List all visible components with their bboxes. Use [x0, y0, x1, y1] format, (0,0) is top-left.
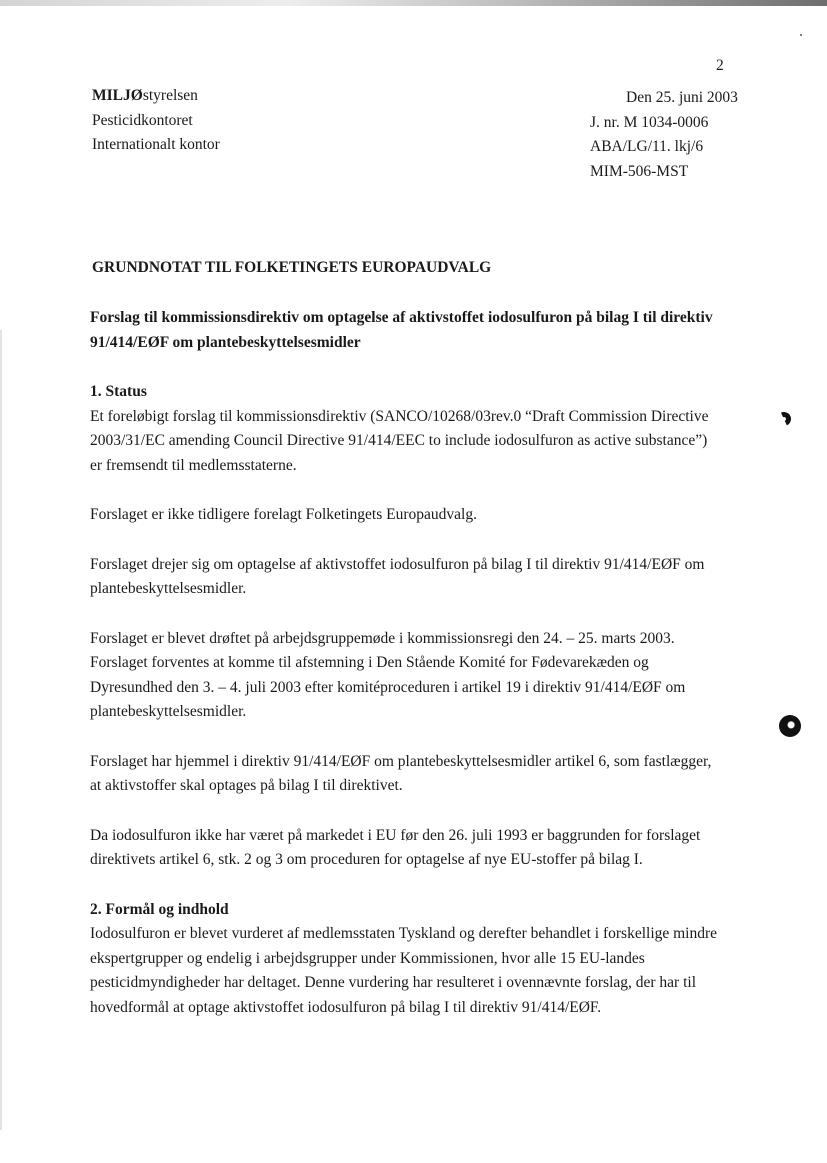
document-meta [590, 86, 738, 184]
paragraph: Da iodosulfuron ikke har været på markedet i EU før den 26. juli 1993 er baggrunden for forslaget direktivets artikel 6, stk. 2 og 3 om proceduren for optagelse af nye EU-stoffer på bilag I. [90, 826, 701, 868]
document-heading: GRUNDNOTAT TIL FOLKETINGETS EUROPAUDVALG [92, 259, 492, 276]
sender-office-1: Pesticidkontoret [92, 111, 193, 129]
journal-number: J. nr. M 1034-0006 [590, 113, 709, 131]
punch-hole-mark [775, 410, 793, 428]
paragraph: Forslaget har hjemmel i direktiv 91/414/EØF om plantebeskyttelsesmidler artikel 6, som fastlægger, at aktivstoffer skal optages på bilag I til direktivet. [90, 752, 712, 794]
sender-block [92, 84, 220, 158]
punch-hole-mark [779, 715, 801, 737]
document-code: MIM-506-MST [590, 162, 689, 180]
scan-edge-top [0, 0, 827, 6]
paragraph: Forslaget er blevet drøftet på arbejdsgruppemøde i kommissionsregi den 24. – 25. marts 2003. [90, 629, 675, 647]
sender-office-2: Internationalt kontor [92, 136, 220, 153]
paragraph: Forslaget forventes at komme til afstemning i Den Stående Komité for Fødevarekæden og Dyresundhed den 3. – 4. juli 2003 efter komitéproceduren i artikel 19 i direktiv 91/414/EØF om plantebeskyttelsesmidler. [90, 654, 686, 720]
paragraph: Forslaget drejer sig om optagelse af aktivstoffet iodosulfuron på bilag I til direktiv 91/414/EØF om plantebeskyttelsesmidler. [90, 555, 705, 597]
paragraph: Forslaget er ikke tidligere forelagt Folketingets Europaudvalg. [90, 506, 477, 523]
paragraph: Et foreløbigt forslag til kommissionsdirektiv (SANCO/10268/03rev.0 “Draft Commission Directive 2003/31/EC amending Council Directive 91/414/EEC to include iodosulfuron as active substance”) er fremsendt til medlemsstaterne. [90, 407, 709, 474]
paragraph: Iodosulfuron er blevet vurderet af medlemsstaten Tyskland og derefter behandlet i forskellige mindre ekspertgrupper og endelig i arbejdsgrupper under Kommissionen, hvor alle 15 EU-landes pesticidmyndigheder har deltaget. Denne vurdering har resulteret i ovennævnte forslag, der har til hovedformål at optage aktivstoffet iodosulfuron på bilag I til direktiv 91/414/EØF. [90, 925, 718, 1016]
page-number: 2 [716, 57, 724, 74]
document-date: Den 25. juni 2003 [626, 89, 738, 106]
document-body [90, 306, 720, 1045]
sender-agency-bold: MILJØ [92, 87, 143, 104]
scan-speck [800, 34, 802, 36]
reference-code: ABA/LG/11. lkj/6 [590, 138, 704, 155]
section-title-status: 1. Status [90, 383, 147, 400]
document-subject: Forslag til kommissionsdirektiv om optagelse af aktivstoffet iodosulfuron på bilag I til direktiv 91/414/EØF om plantebeskyttelsesmidler [90, 309, 713, 351]
sender-agency [92, 84, 220, 109]
section-title-purpose: 2. Formål og indhold [90, 900, 229, 918]
sender-agency-rest: styrelsen [142, 87, 198, 104]
scan-edge-left [0, 330, 2, 1130]
